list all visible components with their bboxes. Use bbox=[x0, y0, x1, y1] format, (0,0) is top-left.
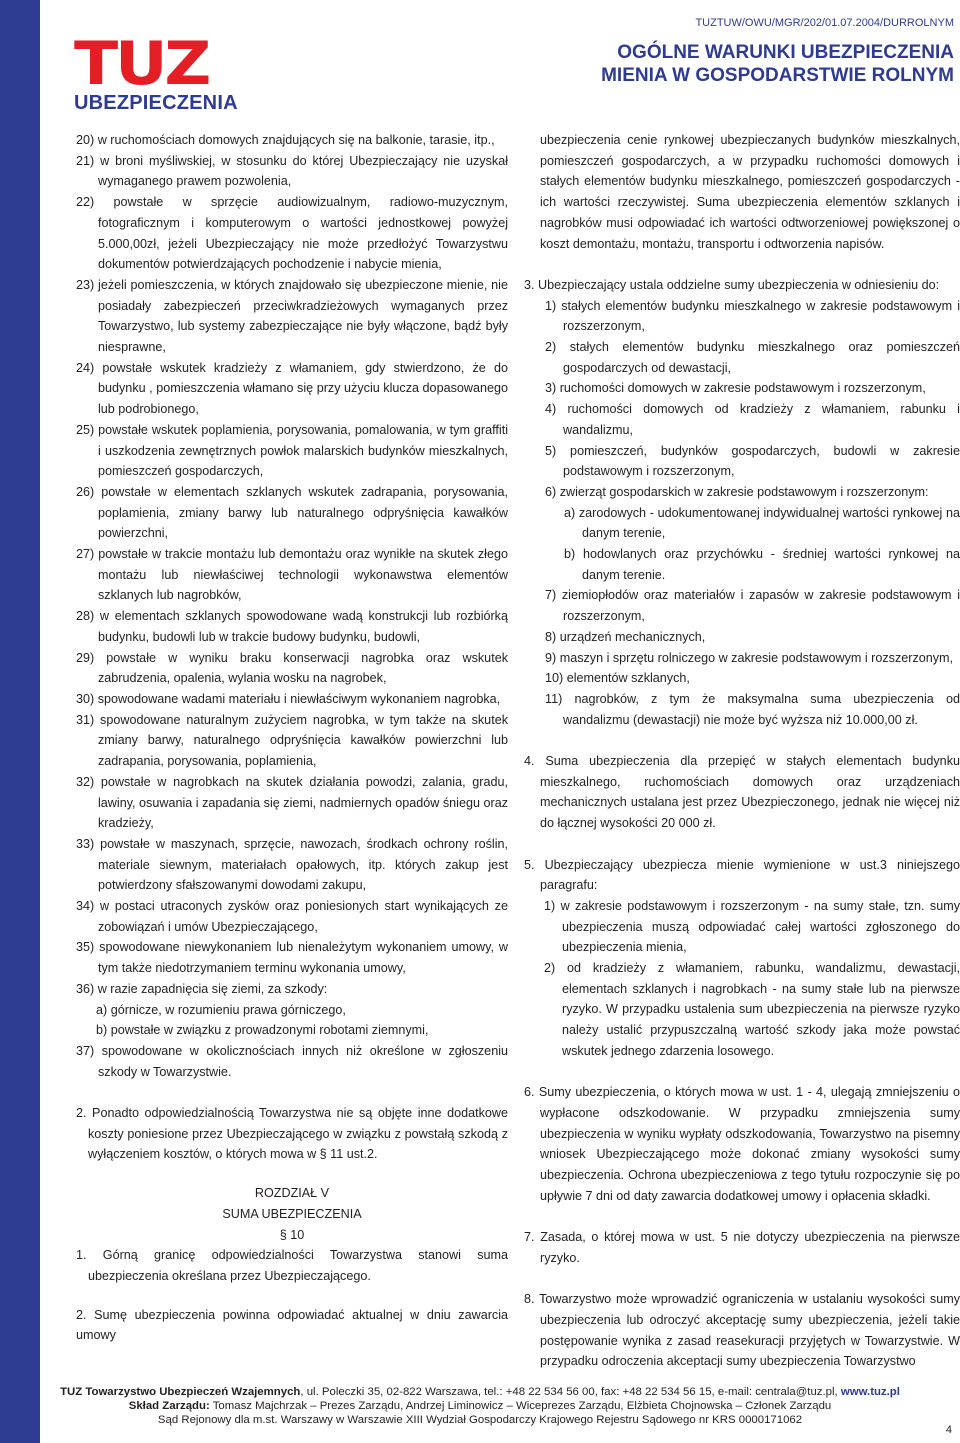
footer-address: , ul. Poleczki 35, 02-822 Warszawa, tel.: +48 22 534 56 00, fax: +48 22 534 56 15, e-mail: centrala@tuz.pl, bbox=[300, 1386, 841, 1398]
section-heading: § 10 bbox=[279, 1227, 305, 1242]
list-item: 26) powstałe w elementach szklanych wskutek zadrapania, porysowania, poplamienia, zmiany barwy lub naturalnego odpryśnięcia kawałków powierzchni, bbox=[76, 484, 508, 541]
document-code: TUZTUW/OWU/MGR/202/01.07.2004/DURROLNYM bbox=[695, 17, 954, 29]
paragraph-6: 6. Sumy ubezpieczenia, o których mowa w ust. 1 - 4, ulegają zmniejszeniu o wypłacone odszkodowanie. W przypadku zmniejszenia sumy ubezpieczenia w wyniku wypłaty odszkodowania, Towarzystwo na pisemny wniosek Ubezpieczającego może dokonać zmiany wysokości sumy ubezpieczenia. Ochrona ubezpieczeniowa z tego tytułu rozpoczynie się po upływie 7 dni od daty zawarcia dodatkowej umowy i opłacenia składki. bbox=[524, 1085, 960, 1203]
list-item: 7) ziemiopłodów oraz materiałów i zapasów w zakresie podstawowym i rozszerzonym, bbox=[545, 588, 960, 624]
right-column bbox=[522, 130, 960, 1372]
left-column bbox=[76, 130, 508, 1346]
list-item: 6) zwierząt gospodarskich w zakresie podstawowym i rozszerzonym: bbox=[545, 484, 929, 499]
list-item: 11) nagrobków, z tym że maksymalna suma ubezpieczenia od wandalizmu (dewastacji) nie może być wyższa niż 10.000,00 zł. bbox=[545, 691, 960, 727]
chapter-title: SUMA UBEZPIECZENIA bbox=[222, 1206, 362, 1221]
list-item: 28) w elementach szklanych spowodowane wadą konstrukcji lub rozbiórką budynku, budowli lub w trakcie budowy budynku, budowli, bbox=[76, 609, 508, 644]
document-title-line1: OGÓLNE WARUNKI UBEZPIECZENIA bbox=[617, 42, 954, 63]
list-item: 23) jeżeli pomieszczenia, w których znajdowało się ubezpieczone mienie, nie posiadały zabezpieczeń przeciwkradzieżowych wymaganych przez Towarzystwo, lub systemy zabezpieczające nie były włączone, bądź były niesprawne, bbox=[76, 277, 508, 355]
list-item: 31) spowodowane naturalnym zużyciem nagrobka, w tym także na skutek zmiany barwy, naturalnego odpryśnięcia kawałków powierzchni lub zadrapania, porysowania, poplamienia, bbox=[76, 712, 508, 769]
list-item: 32) powstałe w nagrobkach na skutek działania powodzi, zalania, gradu, lawiny, osuwania i zapadania się ziemi, nadmiernych opadów śniegu oraz kradzieży, bbox=[76, 774, 508, 831]
list-item: 30) spowodowane wadami materiału i niewłaściwym wykonaniem nagrobka, bbox=[76, 691, 501, 706]
logo-subtitle: UBEZPIECZENIA bbox=[74, 92, 238, 114]
list-item: b) powstałe w związku z prowadzonymi robotami ziemnymi, bbox=[96, 1023, 429, 1038]
paragraph-s1: 1. Górną granicę odpowiedzialności Towarzystwa stanowi suma ubezpieczenia określana przez Ubezpieczającego. bbox=[76, 1248, 508, 1283]
tuz-logo bbox=[74, 29, 238, 114]
sum-list-2 bbox=[522, 585, 960, 689]
footer-line-2 bbox=[0, 1399, 960, 1413]
paragraph-7: 7. Zasada, o której mowa w ust. 5 nie dotyczy ubezpieczenia na pierwsze ryzyko. bbox=[524, 1230, 960, 1265]
list-item: a) górnicze, w rozumieniu prawa górniczego, bbox=[96, 1002, 346, 1017]
sum-list bbox=[522, 296, 960, 503]
footer-board: Tomasz Majchrzak – Prezes Zarządu, Andrzej Liminowicz – Wiceprezes Zarządu, Elżbieta Chojnowska – Członek Zarządu bbox=[209, 1400, 832, 1412]
document-header bbox=[394, 16, 954, 87]
list-item: 4) ruchomości domowych od kradzieży z włamaniem, rabunku i wandalizmu, bbox=[545, 402, 960, 437]
footer-line-1 bbox=[0, 1385, 960, 1399]
footer-website-link[interactable]: www.tuz.pl bbox=[840, 1386, 900, 1398]
list-item: 33) powstałe w maszynach, sprzęcie, nawozach, środkach ochrony roślin, materiale siewnym, materiałach opałowych, itp. których zakup jest potwierdzony sfałszowanymi dowodami zakupu, bbox=[76, 836, 508, 893]
page-number: 4 bbox=[945, 1424, 952, 1436]
list-item: 29) powstałe w wyniku braku konserwacji nagrobka oraz wskutek zabrudzenia, opalenia, wylania wosku na nagrobek, bbox=[76, 650, 508, 686]
list-item: 5) pomieszczeń, budynków gospodarczych, budowli w zakresie podstawowym i rozszerzonym, bbox=[545, 443, 960, 479]
brand-sidebar-bar bbox=[0, 0, 40, 1443]
list-item: 20) w ruchomościach domowych znajdujących się na balkonie, tarasie, itp., bbox=[76, 133, 495, 147]
paragraph-8: 8. Towarzystwo może wprowadzić ograniczenia w ustalaniu wysokości sumy ubezpieczenia lub odroczyć akceptację sumy ubezpieczenia, jeżeli takie postępowanie wynika z zasad reasekuracji przyjętych w Towarzystwie. W przypadku odroczenia akceptacji sumy ubezpieczenia Towarzystwo bbox=[524, 1292, 960, 1369]
chapter-heading: ROZDZIAŁ V bbox=[254, 1186, 330, 1201]
paragraph-2: 2. Ponadto odpowiedzialnością Towarzystwa nie są objęte inne dodatkowe koszty poniesione przez Ubezpieczającego w związku z powstałą szkodą z wyłączeniem kosztów, o których mowa w § 11 ust.2. bbox=[76, 1106, 508, 1162]
list-item: 1) stałych elementów budynku mieszkalnego w zakresie podstawowym i rozszerzonym, bbox=[545, 298, 960, 334]
exclusions-list bbox=[76, 130, 508, 1000]
list-item: 22) powstałe w sprzęcie audiowizualnym, radiowo-muzycznym, fotograficznym i komputerowym o wartości jednostkowej powyżej 5.000,00zł, jeżeli Ubezpieczający nie może przedłożyć Towarzystwu dokumentów potwierdzających pochodzenie i nabycie mienia, bbox=[76, 195, 508, 272]
list-item: 10) elementów szklanych, bbox=[545, 671, 690, 686]
paragraph-3: 3. Ubezpieczający ustala oddzielne sumy ubezpieczenia w odniesieniu do: bbox=[524, 277, 940, 292]
list-item: 21) w broni myśliwskiej, w stosunku do której Ubezpieczający nie uzyskał wymaganego prawem pozwolenia, bbox=[76, 153, 508, 189]
footer-company: TUZ Towarzystwo Ubezpieczeń Wzajemnych bbox=[60, 1386, 301, 1398]
list-item: a) zarodowych - udokumentowanej indywidualnej wartości rynkowej na danym terenie, bbox=[564, 505, 960, 541]
list-item: 27) powstałe w trakcie montażu lub demontażu oraz wynikłe na skutek złego montażu lub niewłaściwej technologii wykonawstwa elementów szklanych lub nagrobków, bbox=[76, 547, 508, 603]
list-item: b) hodowlanych oraz przychówku - średniej wartości rynkowej na danym terenie. bbox=[564, 547, 960, 582]
list-item: 1) w zakresie podstawowym i rozszerzonym - na sumy stałe, tzn. sumy ubezpieczenia muszą odpowiadać całej wartości zgłoszonego do ubezpieczenia mienia, bbox=[544, 898, 960, 955]
list-item: 8) urządzeń mechanicznych, bbox=[545, 629, 706, 644]
footer-court: Sąd Rejonowy dla m.st. Warszawy w Warszawie XIII Wydział Gospodarczy Krajowego Rejestru Sądowego nr KRS 0000171062 bbox=[157, 1414, 803, 1426]
logo-wordmark: TUZ bbox=[74, 29, 209, 99]
list-item: 2) od kradzieży z włamaniem, rabunku, wandalizmu, dewastacji, elementach szklanych i nagrobkach - na sumy stałe lub na pierwsze ryzyko. W przypadku ustalenia sum ubezpieczenia na pierwsze ryzyko należy ustalić przypuszczalną wartość szkody jaka może powstać wskutek jednego zdarzenia losowego. bbox=[544, 961, 960, 1058]
list-item: 25) powstałe wskutek poplamienia, porysowania, pomalowania, w tym graffiti i uszkodzenia zewnętrznych powłok malarskich budynków mieszkalnych, pomieszczeń gospodarczych, bbox=[76, 422, 508, 479]
list-item: 35) spowodowane niewykonaniem lub nienależytym wykonaniem umowy, w tym także niedotrzymaniem terminu wykonania umowy, bbox=[76, 940, 508, 976]
paragraph-s2: 2. Sumę ubezpieczenia powinna odpowiadać aktualnej w dniu zawarcia umowy bbox=[76, 1307, 508, 1343]
list-item: 24) powstałe wskutek kradzieży z włamaniem, gdy stwierdzono, że do budynku , pomieszczenia włamano się przy użyciu klucza dopasowanego lub podrobionego, bbox=[76, 360, 508, 417]
document-title-line2: MIENIA W GOSPODARSTWIE ROLNYM bbox=[601, 65, 954, 86]
list-item: 9) maszyn i sprzętu rolniczego w zakresie podstawowym i rozszerzonym, bbox=[545, 650, 954, 665]
list-item: 2) stałych elementów budynku mieszkalnego oraz pomieszczeń gospodarczych od dewastacji, bbox=[545, 340, 960, 375]
list-item: 36) w razie zapadnięcia się ziemi, za szkody: bbox=[76, 981, 328, 996]
footer-board-label: Skład Zarządu: bbox=[128, 1400, 210, 1412]
paragraph-4: 4. Suma ubezpieczenia dla przepięć w stałych elementach budynku mieszkalnego, ruchomościach domowych oraz urządzeniach mechanicznych ustalana jest przez Ubezpieczonego, jednak nie więcej niż do łącznej wysokości 20 000 zł. bbox=[524, 754, 960, 831]
paragraph-continued: ubezpieczenia cenie rynkowej ubezpieczanych budynków mieszkalnych, pomieszczeń gospodarczych, a w przypadku ruchomości domowych i stałych elementów budynku mieszkalnego, pomieszczeń gospodarczych - ich wartości rzeczywistej. Suma ubezpieczenia elementów szklanych i nagrobków musi odpowiadać ich wartości odtworzeniowej powiększonej o koszt demontażu, montażu, transportu i odtworzenia napisów. bbox=[540, 133, 960, 251]
list-item: 37) spowodowane w okolicznościach innych niż określone w zgłoszeniu szkody w Towarzystwie. bbox=[76, 1043, 508, 1079]
paragraph-5: 5. Ubezpieczający ubezpiecza mienie wymienione w ust.3 niniejszego paragrafu: bbox=[524, 857, 960, 893]
list-item: 34) w postaci utraconych zysków oraz poniesionych start wynikających ze zobowiązań i umów Ubezpieczającego, bbox=[76, 899, 508, 934]
page-footer bbox=[0, 1385, 960, 1427]
list-item: 3) ruchomości domowych w zakresie podstawowym i rozszerzonym, bbox=[545, 381, 926, 396]
